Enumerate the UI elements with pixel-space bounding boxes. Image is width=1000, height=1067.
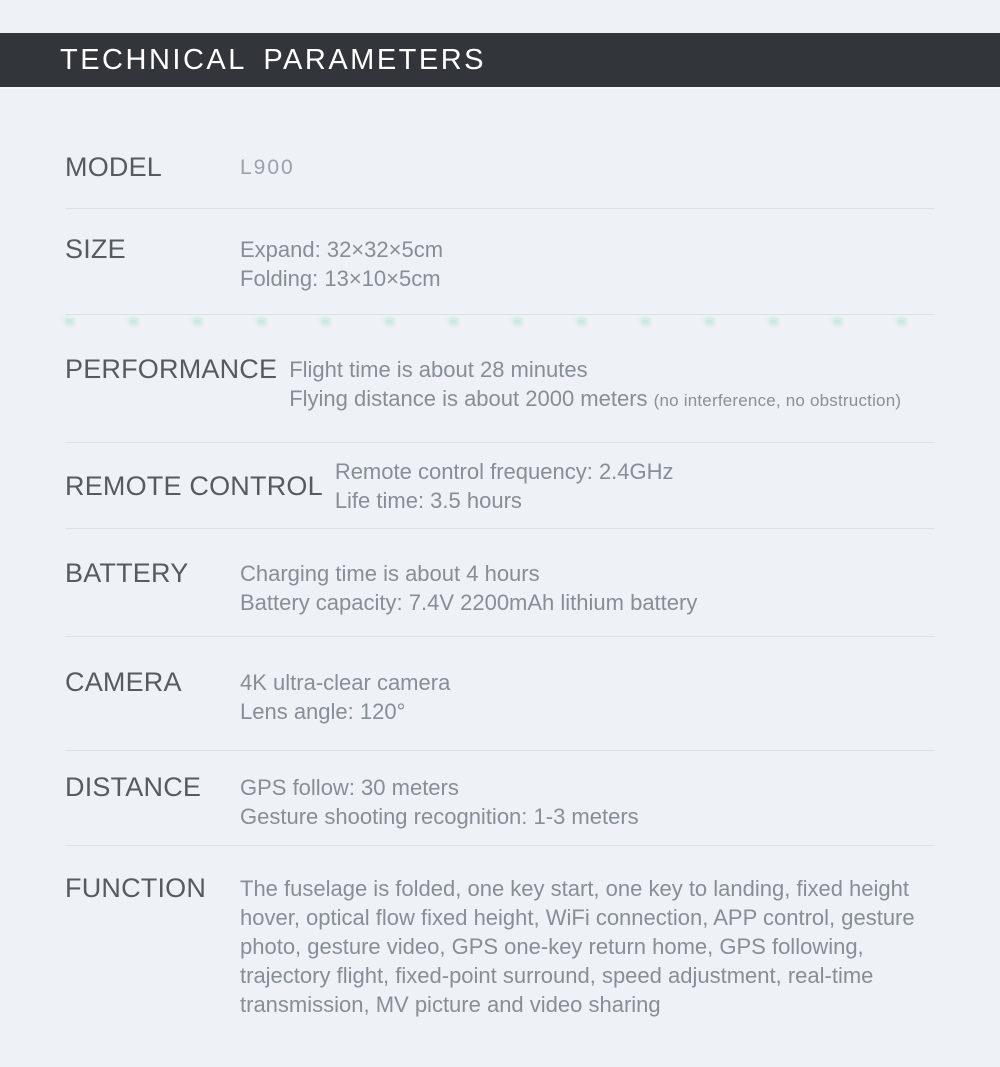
spec-value-line: Remote control frequency: 2.4GHz xyxy=(334,459,674,484)
spec-value-line: The fuselage is folded, one key start, one key to landing, fixed height hover, optical flow fixed height, WiFi connection, APP control, gesture photo, gesture video, GPS one-key return home, GPS following, trajectory flight, fixed-point surround, speed adjustment, real-time transmission, MV picture and video sharing xyxy=(240,876,915,1017)
spec-value xyxy=(240,668,930,726)
watermark-dots xyxy=(65,318,935,325)
spec-label: MODEL xyxy=(65,152,163,182)
spec-row-battery xyxy=(65,529,935,636)
spec-value-line: L900 xyxy=(240,156,295,179)
spec-label: REMOTE CONTROL xyxy=(65,470,323,501)
page-title: TECHNICAL PARAMETERS xyxy=(60,43,486,76)
spec-value xyxy=(240,235,930,293)
spec-note: (no interference, no obstruction) xyxy=(653,391,902,410)
spec-row-distance xyxy=(65,751,935,845)
spec-row-camera xyxy=(65,637,935,750)
spec-value xyxy=(240,874,930,1019)
spec-row-performance xyxy=(65,325,935,442)
spec-value xyxy=(240,153,930,182)
spec-value-line: Charging time is about 4 hours xyxy=(240,561,540,586)
spec-value-line: Battery capacity: 7.4V 2200mAh lithium battery xyxy=(240,590,698,615)
spec-label: PERFORMANCE xyxy=(65,354,278,384)
spec-label: BATTERY xyxy=(65,558,189,588)
spec-value xyxy=(240,773,930,831)
spec-label: DISTANCE xyxy=(65,772,202,802)
spec-label: CAMERA xyxy=(65,667,182,697)
spec-value-line xyxy=(289,384,935,415)
spec-value xyxy=(240,559,930,617)
spec-value-line: Folding: 13×10×5cm xyxy=(240,266,441,291)
spec-label: FUNCTION xyxy=(65,873,207,903)
spec-value-line: GPS follow: 30 meters xyxy=(240,775,459,800)
spec-value-line: Life time: 3.5 hours xyxy=(334,488,522,513)
spec-label: SIZE xyxy=(65,234,126,264)
title-bar xyxy=(0,33,1000,89)
spec-row-remote-control xyxy=(65,443,935,528)
spec-row-size xyxy=(65,209,935,314)
spec-table xyxy=(0,89,1000,1034)
spec-value xyxy=(335,457,935,515)
spec-value-text: Flying distance is about 2000 meters xyxy=(289,386,648,411)
spec-value-line: Lens angle: 120° xyxy=(240,699,406,724)
spec-row-model xyxy=(65,89,935,208)
spec-row-function xyxy=(65,846,935,1034)
spec-value xyxy=(289,355,935,415)
divider xyxy=(65,314,935,315)
spec-value-line: Gesture shooting recognition: 1-3 meters xyxy=(240,804,639,829)
spec-value-line: Flight time is about 28 minutes xyxy=(289,357,588,382)
spec-value-line: 4K ultra-clear camera xyxy=(240,670,451,695)
spec-value-line: Expand: 32×32×5cm xyxy=(240,237,444,262)
